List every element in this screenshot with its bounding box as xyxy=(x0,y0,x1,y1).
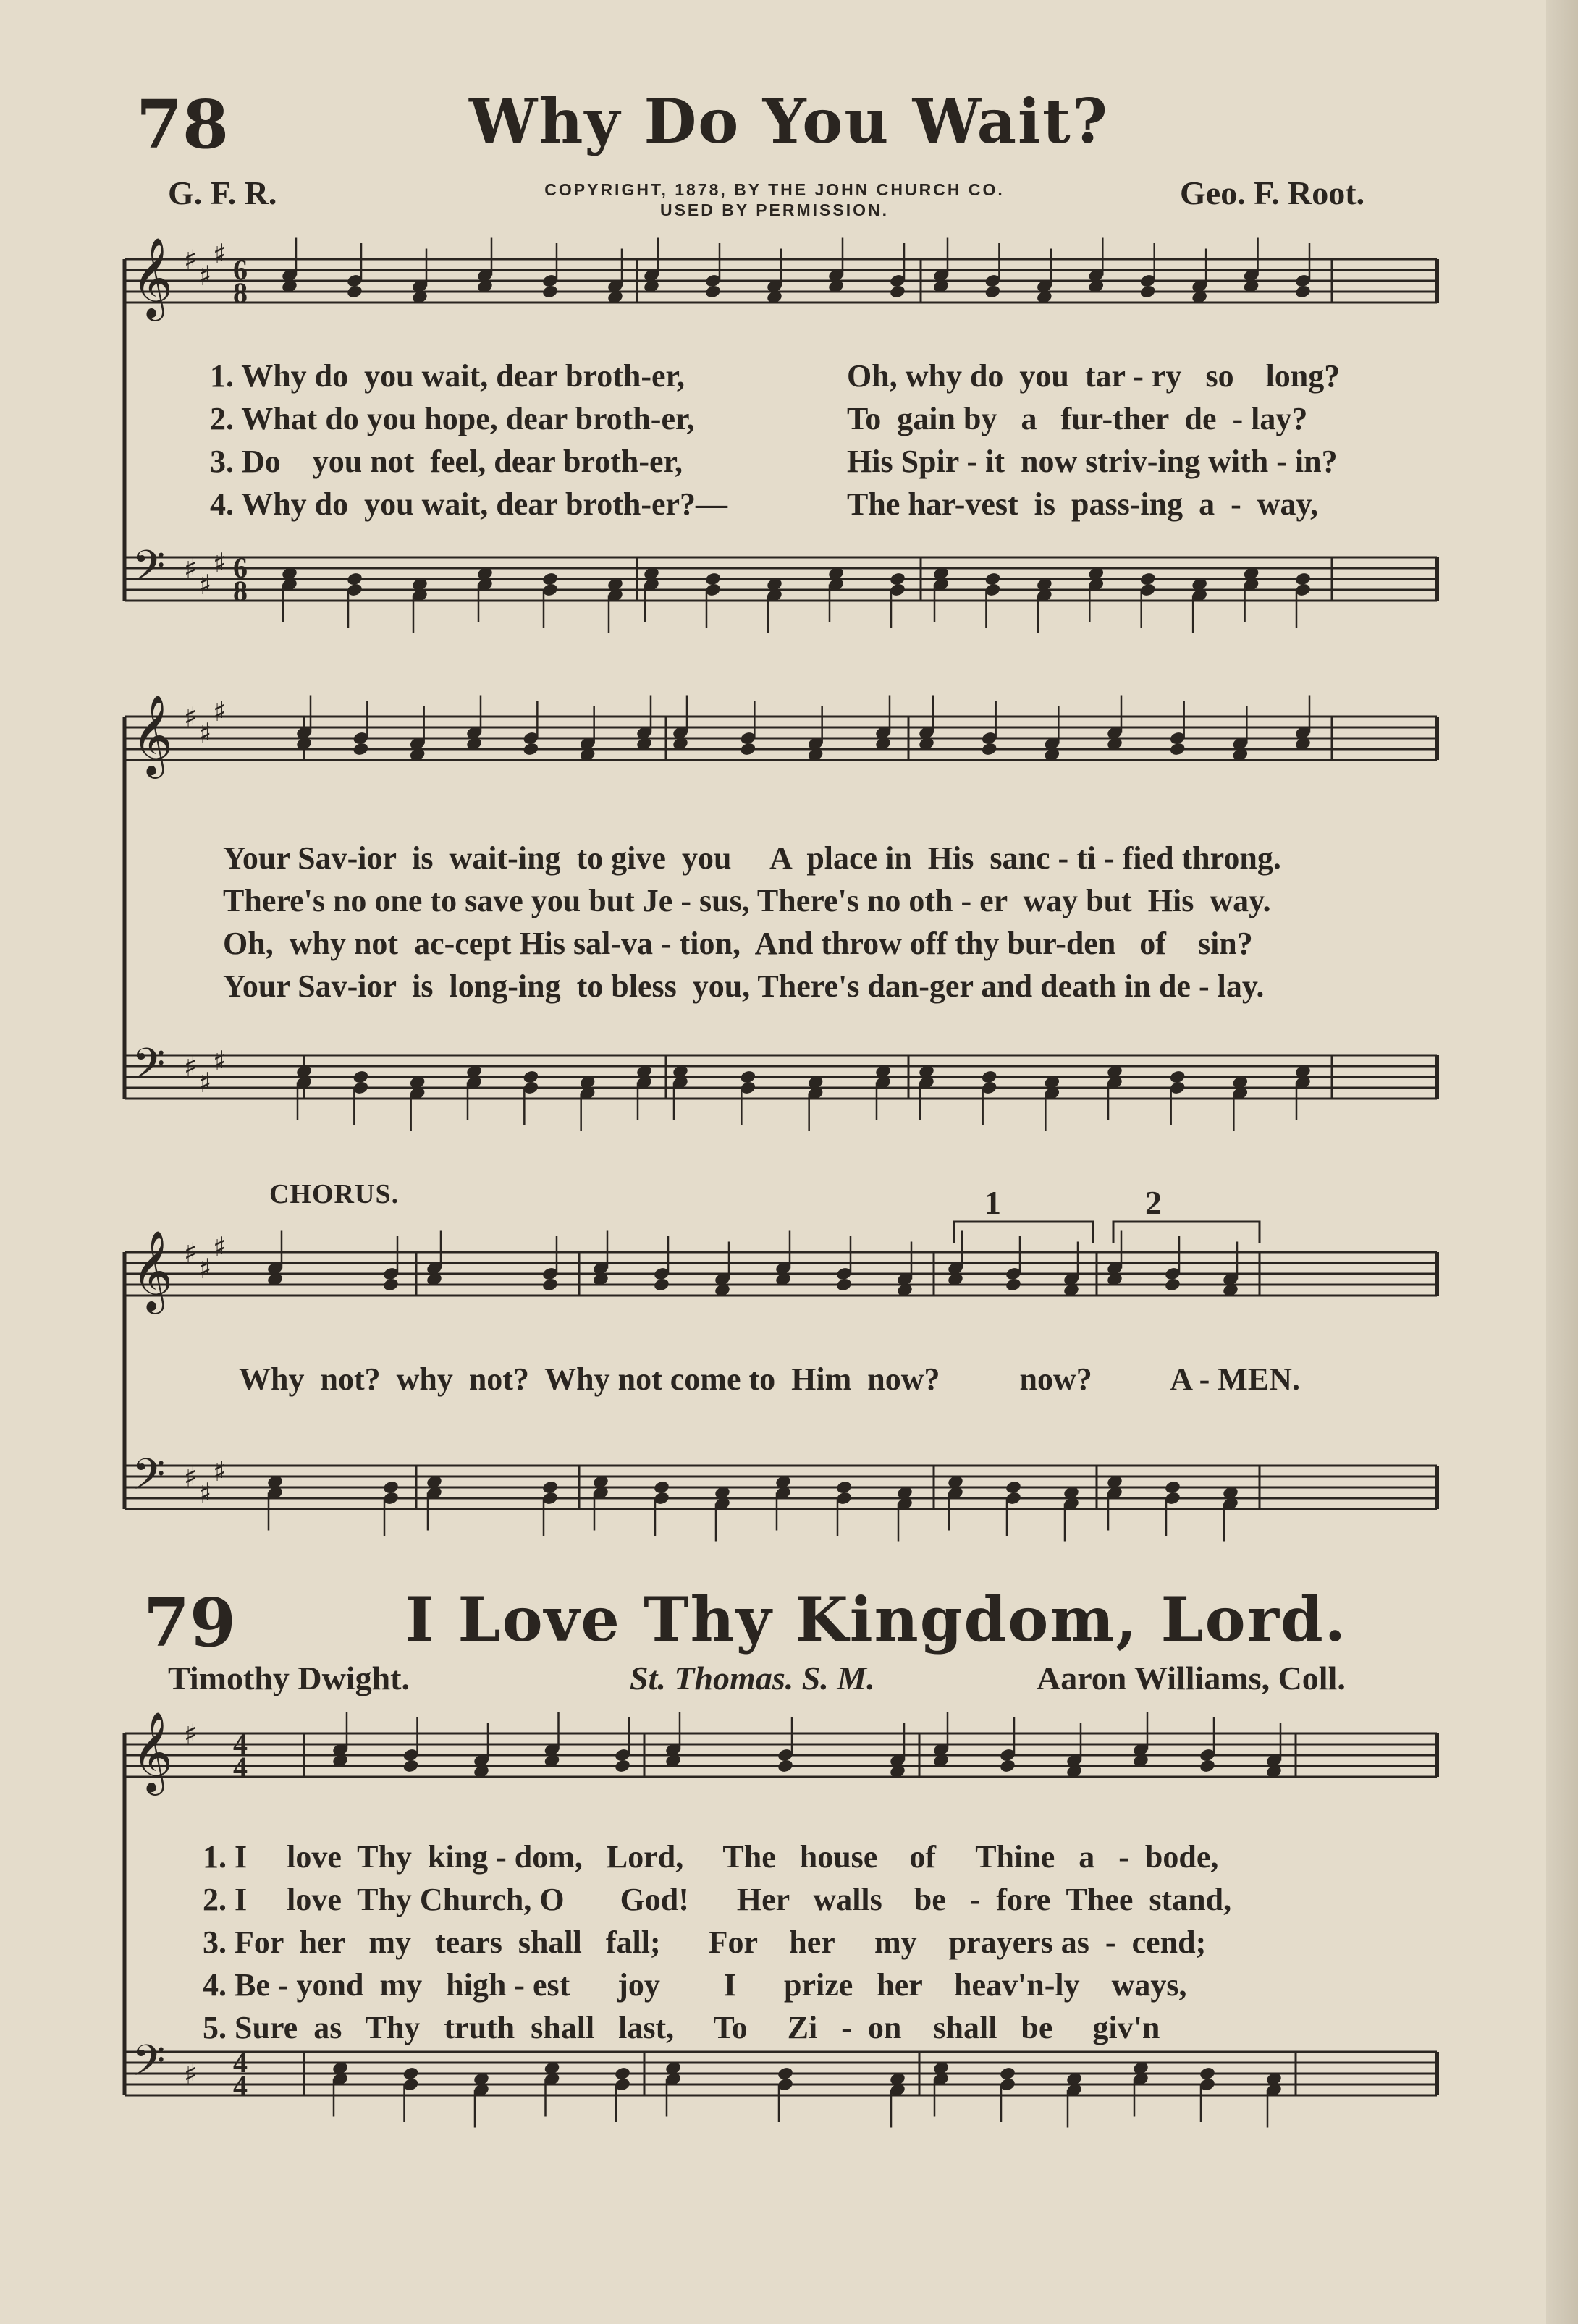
hymn-79-system-1-sharp-icon: ♯ xyxy=(184,2058,198,2090)
hymn-78-system-1-sharp-icon: ♯ xyxy=(198,569,212,601)
hymn-78-system-1-bass-time-top: 6 xyxy=(233,552,248,584)
lyric-line-4a: 4. Why do you wait, dear broth-er?— xyxy=(210,486,728,522)
hymn-78-system-2-bass-note-head xyxy=(352,1070,369,1085)
hymn-78-chorus-sharp-icon: ♯ xyxy=(213,1231,227,1263)
hymn-78-system-2-bass-clef-icon: 𝄢 xyxy=(132,1039,166,1099)
hymn-78-system-1-bass-note-head xyxy=(1139,572,1157,587)
hymn-78-chorus-sharp-icon: ♯ xyxy=(198,1477,212,1509)
chorus-label: CHORUS. xyxy=(269,1179,400,1209)
hymn-78-system-2-bass-note-head xyxy=(739,1070,756,1085)
hymn-78-chorus-sharp-icon: ♯ xyxy=(184,1461,198,1493)
lyric-line-2: There's no one to save you but Je - sus, There's no oth - er way but His way. xyxy=(223,883,1271,918)
hymn-79-tune: St. Thomas. S. M. xyxy=(630,1660,875,1696)
hymn-79-system-1-treble-time-top: 4 xyxy=(233,1728,248,1760)
hymn-79-system-1-bass-clef-icon: 𝄢 xyxy=(132,2035,166,2096)
hymn-79-system-1-treble-time-bottom: 4 xyxy=(233,1751,248,1783)
ending-1-label: 1 xyxy=(984,1184,1001,1221)
hymn-78-system-2-sharp-icon: ♯ xyxy=(184,1051,198,1083)
lyric-line-2a: 2. What do you hope, dear broth-er, xyxy=(210,401,695,436)
hymn-79-system-1-bass-note-head xyxy=(402,2066,420,2082)
hymn-78-system-2-bass-note-head xyxy=(981,1070,998,1085)
hymn-78-system-1-treble-time-top: 6 xyxy=(233,253,248,286)
hymn-78-system-1-sharp-icon: ♯ xyxy=(198,260,212,292)
lyric-line-4: 4. Be - yond my high - est joy I prize her heav'n-ly ways, xyxy=(203,1967,1187,2003)
lyric-line-3b: His Spir - it now striv-ing with - in? xyxy=(847,444,1338,479)
hymn-79-system-1-bass-note-head xyxy=(777,2066,794,2082)
hymn-78-system-1-sharp-icon: ♯ xyxy=(213,238,227,270)
hymn-78-system-1-sharp-icon: ♯ xyxy=(213,547,227,579)
hymn-78-system-2-bass-note-head xyxy=(1169,1070,1186,1085)
hymn-79-system-1-bass-note-head xyxy=(1199,2066,1216,2082)
hymn-78-chorus-bass-note-head xyxy=(653,1480,670,1495)
hymn-79-system-1-sharp-icon: ♯ xyxy=(184,1718,198,1750)
hymn-78-system-2-sharp-icon: ♯ xyxy=(198,1067,212,1099)
hymn-78-system-2-bass-note-head xyxy=(522,1070,539,1085)
hymn-78-chorus-bass-note-head xyxy=(541,1480,559,1495)
hymn-79-author: Timothy Dwight. xyxy=(168,1660,410,1696)
lyric-line-2: 2. I love Thy Church, O God! Her walls be - fore Thee stand, xyxy=(203,1882,1232,1917)
hymn-78-system-1-bass-note-head xyxy=(889,572,906,587)
lyric-line-5: 5. Sure as Thy truth shall last, To Zi - on shall be giv'n xyxy=(203,2010,1160,2045)
ending-2-bracket xyxy=(1113,1222,1260,1243)
lyric-line-2b: To gain by a fur-ther de - lay? xyxy=(847,401,1308,436)
ending-2-label: 2 xyxy=(1145,1184,1162,1221)
hymn-78-system-1-bass-note-head xyxy=(346,572,363,587)
hymn-79-system-1-bass-time-top: 4 xyxy=(233,2046,248,2079)
hymn-79-number: 79 xyxy=(143,1584,237,1662)
hymn-78-system-1-sharp-icon: ♯ xyxy=(184,244,198,276)
hymn-79-composer: Aaron Williams, Coll. xyxy=(1037,1660,1346,1696)
hymn-78-system-1-bass-clef-icon: 𝄢 xyxy=(132,541,166,601)
hymn-78-system-1-bass-time-bottom: 8 xyxy=(233,575,248,607)
hymn-78-system-2-sharp-icon: ♯ xyxy=(213,696,227,727)
copyright-line-1: COPYRIGHT, 1878, BY THE JOHN CHURCH CO. xyxy=(544,180,1005,199)
hymn-78-system-1-treble-time-bottom: 8 xyxy=(233,276,248,309)
lyric-line-1b: Oh, why do you tar - ry so long? xyxy=(847,358,1341,394)
hymn-79-system-1-bass-time-bottom: 4 xyxy=(233,2069,248,2102)
hymn-79-system-1-bass-note-head xyxy=(614,2066,631,2082)
hymn-78-system-1-sharp-icon: ♯ xyxy=(184,553,198,585)
hymn-79-system-1-treble-clef-icon: 𝄞 xyxy=(132,1711,173,1792)
hymn-78-system-1-bass-note-head xyxy=(1294,572,1312,587)
hymn-78-composer: Geo. F. Root. xyxy=(1180,174,1365,211)
hymn-78-chorus-bass-note-head xyxy=(1164,1480,1181,1495)
hymn-78-chorus-bass-note-head xyxy=(835,1480,853,1495)
hymn-78-chorus-treble-clef-icon: 𝄞 xyxy=(132,1230,173,1311)
hymn-78-chorus-bass-clef-icon: 𝄢 xyxy=(132,1449,166,1510)
lyric-line-4: Your Sav-ior is long-ing to bless you, There's dan-ger and death in de - lay. xyxy=(223,968,1265,1004)
lyric-line-4b: The har-vest is pass-ing a - way, xyxy=(847,486,1319,522)
hymn-79-title: I Love Thy Kingdom, Lord. xyxy=(405,1584,1347,1655)
ending-1-bracket xyxy=(954,1222,1093,1243)
lyric-line-3: Oh, why not ac-cept His sal-va - tion, And throw off thy bur-den of sin? xyxy=(223,926,1253,961)
hymn-78-author: G. F. R. xyxy=(168,174,277,211)
hymn-78-system-2-treble-clef-icon: 𝄞 xyxy=(132,694,173,775)
lyric-line-3: 3. For her my tears shall fall; For her my prayers as - cend; xyxy=(203,1924,1207,1960)
chorus-lyric: Why not? why not? Why not come to Him now? now? A - MEN. xyxy=(239,1361,1300,1397)
hymn-78-system-1-treble-clef-icon: 𝄞 xyxy=(132,237,173,318)
hymn-78-number: 78 xyxy=(136,85,229,164)
hymn-78-title: Why Do You Wait? xyxy=(469,85,1109,157)
hymn-78-chorus-sharp-icon: ♯ xyxy=(198,1253,212,1285)
hymn-78-chorus-sharp-icon: ♯ xyxy=(213,1455,227,1487)
hymn-78-chorus-bass-note-head xyxy=(1005,1480,1022,1495)
lyric-line-1a: 1. Why do you wait, dear broth-er, xyxy=(210,358,685,394)
hymn-78-chorus-bass-note-head xyxy=(382,1480,400,1495)
copyright-line-2: USED BY PERMISSION. xyxy=(659,200,890,219)
hymn-78-system-1-bass-note-head xyxy=(984,572,1001,587)
hymn-78-system-1-bass-note-head xyxy=(541,572,559,587)
hymn-78-chorus-sharp-icon: ♯ xyxy=(184,1237,198,1269)
lyric-line-1: Your Sav-ior is wait-ing to give you A place in His sanc - ti - fied throng. xyxy=(223,840,1281,876)
hymn-78-system-2-sharp-icon: ♯ xyxy=(213,1045,227,1077)
hymn-78-system-2-sharp-icon: ♯ xyxy=(184,701,198,733)
hymn-79-system-1-bass-note-head xyxy=(999,2066,1016,2082)
hymn-78-system-2-sharp-icon: ♯ xyxy=(198,717,212,749)
hymn-78-system-1-bass-note-head xyxy=(704,572,722,587)
lyric-line-3a: 3. Do you not feel, dear broth-er, xyxy=(210,444,683,479)
lyric-line-1: 1. I love Thy king - dom, Lord, The house of Thine a - bode, xyxy=(203,1839,1219,1875)
